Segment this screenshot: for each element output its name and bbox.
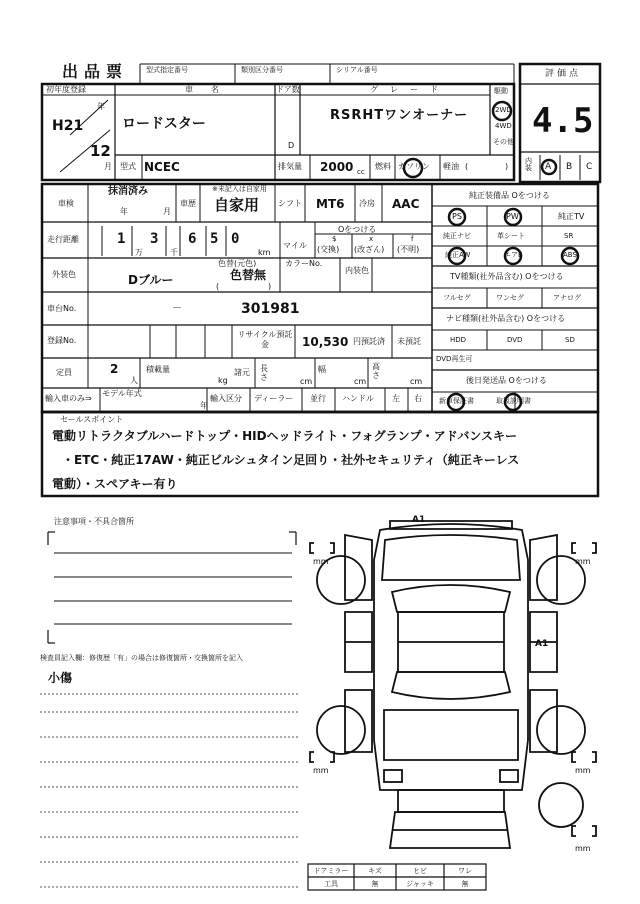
parts-header-mirror: ドアミラー: [313, 867, 349, 875]
equip-airbag: エアB: [504, 251, 523, 259]
navi-hdd: HDD: [450, 336, 467, 344]
mileage-digit-2: 3: [150, 231, 159, 247]
shaken-month: 月: [163, 207, 171, 216]
color-value: Dブルー: [128, 273, 174, 287]
drive-other: その他: [493, 138, 514, 146]
serial-label: シリアル番号: [336, 66, 378, 74]
damage-mark-top: A1: [412, 515, 426, 525]
interior-color-label: 内装色: [345, 266, 369, 275]
handle-left: 左: [392, 394, 400, 403]
equip-leather: 革シート: [497, 232, 525, 240]
recycle-unpaid: 未預託: [397, 337, 421, 346]
navi-dvd: DVD: [507, 336, 523, 344]
interior-c: C: [586, 162, 593, 172]
km-unit: km: [258, 248, 271, 257]
history-note: ※未記入は自家用: [212, 185, 267, 193]
dims-label: 諸元: [234, 368, 250, 377]
equip-abs: ABS: [563, 251, 577, 259]
kg-unit: kg: [218, 376, 228, 385]
length-label: 長さ: [260, 364, 268, 382]
equip-aw: 純正AW: [445, 251, 471, 259]
drive-label: 駆動: [494, 87, 508, 95]
man-unit: 万: [135, 248, 143, 257]
displacement-label: 排気量: [278, 162, 302, 171]
mm-rear-left: mm: [313, 766, 329, 775]
tv-fullseg: フルセグ: [443, 294, 471, 302]
mileage-label: 走行距離: [47, 235, 79, 244]
height-label: 高さ: [372, 362, 380, 380]
equipment-title: 純正装備品 Oをつける: [469, 191, 550, 200]
color-label: 外装色: [52, 270, 76, 279]
form-title: 出品票: [62, 62, 129, 81]
model-cert-label: 型式指定番号: [146, 66, 188, 74]
color-change-label: 色替(元色): [218, 259, 257, 268]
tv-title: TV種類(社外品含む) Oをつける: [450, 272, 564, 281]
history-value: 自家用: [214, 196, 260, 214]
car-name: ロードスター: [122, 116, 206, 132]
unknown-label: (不明): [397, 245, 420, 254]
recycle-label: リサイクル預託金: [237, 330, 293, 349]
import-parallel: 並行: [310, 394, 326, 403]
car-diagram: [310, 521, 596, 848]
mileage-digit-5: 0: [231, 231, 240, 247]
cc-unit: cc: [357, 168, 365, 176]
history-label: 車歴: [180, 199, 196, 208]
notes-title: 注意事項・不具合箇所: [54, 517, 134, 526]
parts-header-crack: ヒビ: [413, 867, 427, 875]
altered-symbol: x: [369, 235, 374, 243]
displacement-value: 2000: [320, 160, 354, 174]
equip-tv: 純正TV: [558, 212, 585, 221]
mileage-digit-1: 1: [117, 231, 126, 247]
altered-label: (改ざん): [354, 245, 385, 254]
interior-b: B: [566, 162, 573, 172]
drive-4wd: 4WD: [495, 122, 512, 130]
model-value: NCEC: [144, 160, 180, 174]
equip-ps: PS: [452, 212, 462, 221]
damage-mark-side: A1: [535, 639, 549, 649]
handle-label: ハンドル: [342, 394, 374, 403]
ship-title: 後日発送品 Oをつける: [466, 376, 547, 385]
car-name-label: 車名: [185, 85, 237, 94]
import-label: 輸入車のみ⇒: [45, 394, 92, 403]
recycle-paid: 円預託済: [353, 337, 385, 346]
capacity-value: 2: [110, 362, 119, 376]
color-change-value: 色替無: [230, 268, 267, 282]
width-label: 幅: [318, 365, 326, 374]
width-cm: cm: [354, 377, 367, 386]
shaken-label: 車検: [58, 199, 74, 208]
color-paren-open: (: [216, 282, 220, 291]
sales-point-label: セールスポイント: [60, 415, 124, 424]
sales-point-line-3: 電動）・スペアキー有り: [52, 477, 178, 491]
shift-label: シフト: [278, 199, 302, 208]
navi-title: ナビ種類(社外品含む) Oをつける: [446, 314, 566, 323]
inspector-label: 検査員記入欄：修復歴「有」の場合は修復箇所・交換箇所を記入: [40, 654, 243, 662]
mm-spare: mm: [575, 844, 591, 853]
parts-header-scratch: キズ: [368, 867, 382, 875]
import-class-label: 輸入区分: [210, 394, 242, 403]
capacity-label: 定員: [56, 368, 72, 377]
color-no-label: カラーNo.: [285, 259, 323, 268]
inspector-value: 小傷: [48, 671, 73, 685]
exchange-symbol: $: [332, 235, 337, 243]
equip-navi: 純正ナビ: [443, 232, 471, 240]
parts-header-break: ワレ: [458, 867, 472, 875]
ac-value: AAC: [392, 197, 420, 211]
chassis-dash: －: [172, 303, 182, 314]
equip-sr: SR: [564, 232, 574, 240]
import-dealer: ディーラー: [254, 394, 294, 403]
fuel-paren-open: (: [465, 162, 469, 171]
dvd-playback-label: DVD再生可: [436, 355, 473, 363]
first-reg-label: 初年度登録: [46, 85, 86, 94]
ship-warranty: 新車保証書: [439, 397, 474, 405]
person-unit: 人: [130, 376, 138, 385]
mileage-digit-4: 5: [210, 231, 219, 247]
class-label: 類別区分番号: [241, 66, 283, 74]
year-unit: 年: [97, 102, 105, 111]
eval-label: 評価点: [545, 69, 582, 79]
model-label: 型式: [120, 162, 136, 171]
eval-score: 4.5: [532, 101, 594, 141]
parts-jack: ジャッキ: [406, 880, 434, 888]
sales-point-line-1: 電動リトラクタブルハードトップ・HIDヘッドライト・フォグランプ・アドバンスキー: [52, 429, 517, 443]
parts-jack-value: 無: [461, 880, 469, 888]
ac-label: 冷房: [359, 199, 375, 208]
drive-2wd: 2WD: [495, 106, 512, 114]
fuel-paren-close: ): [505, 162, 509, 171]
mm-front-left: mm: [313, 557, 329, 566]
handle-right: 右: [414, 394, 422, 403]
equip-pw: PW: [506, 212, 519, 221]
fuel-diesel: 軽油: [443, 162, 459, 171]
month-unit: 月: [104, 162, 112, 171]
ship-manual: 取扱説明書: [496, 397, 531, 405]
interior-a: A: [545, 162, 552, 172]
color-paren-close: ): [268, 282, 272, 291]
length-cm: cm: [300, 377, 313, 386]
model-year-unit: 年: [200, 401, 208, 410]
shift-value: MT6: [316, 197, 345, 211]
sales-point-line-2: ・ETC・純正17AW・純正ビルシュタイン足回り・社外セキュリティ（純正キーレス: [62, 453, 520, 467]
fuel-gasoline: ガソリン: [398, 162, 430, 171]
first-reg-era: H21: [52, 118, 84, 134]
shaken-year: 年: [120, 207, 128, 216]
tv-oneseg: ワンセグ: [496, 294, 524, 302]
interior-label: 内装: [525, 157, 532, 172]
mm-rear-right: mm: [575, 766, 591, 775]
parts-tools-value: 無: [371, 880, 379, 888]
chassis-label: 車台No.: [47, 304, 77, 313]
navi-sd: SD: [565, 336, 575, 344]
doors-unit: D: [288, 141, 295, 150]
recycle-value: 10,530: [302, 335, 349, 349]
chassis-value: 301981: [241, 301, 300, 317]
mileage-digit-3: 6: [188, 231, 197, 247]
parts-tools: 工具: [324, 880, 338, 888]
load-label: 積載量: [146, 365, 170, 374]
exchange-label: (交換): [317, 245, 340, 254]
tv-analog: アナログ: [553, 294, 581, 302]
doors-label: ドア数: [276, 85, 300, 94]
mileage-circle-note: Oをつける: [338, 225, 377, 234]
grade-label: グレード: [370, 85, 450, 94]
reg-no-label: 登録No.: [47, 336, 77, 345]
grade-value: RSRHTワンオーナー: [330, 108, 469, 123]
unknown-symbol: f: [411, 235, 414, 243]
height-cm: cm: [410, 377, 423, 386]
shaken-value: 抹消済み: [108, 186, 148, 197]
model-year-label: モデル年式: [102, 389, 142, 398]
first-reg-month: 12: [90, 142, 111, 160]
mm-front-right: mm: [575, 557, 591, 566]
fuel-label: 燃料: [375, 162, 391, 171]
sen-unit: 千: [170, 248, 178, 257]
mile-label: マイル: [283, 241, 307, 250]
